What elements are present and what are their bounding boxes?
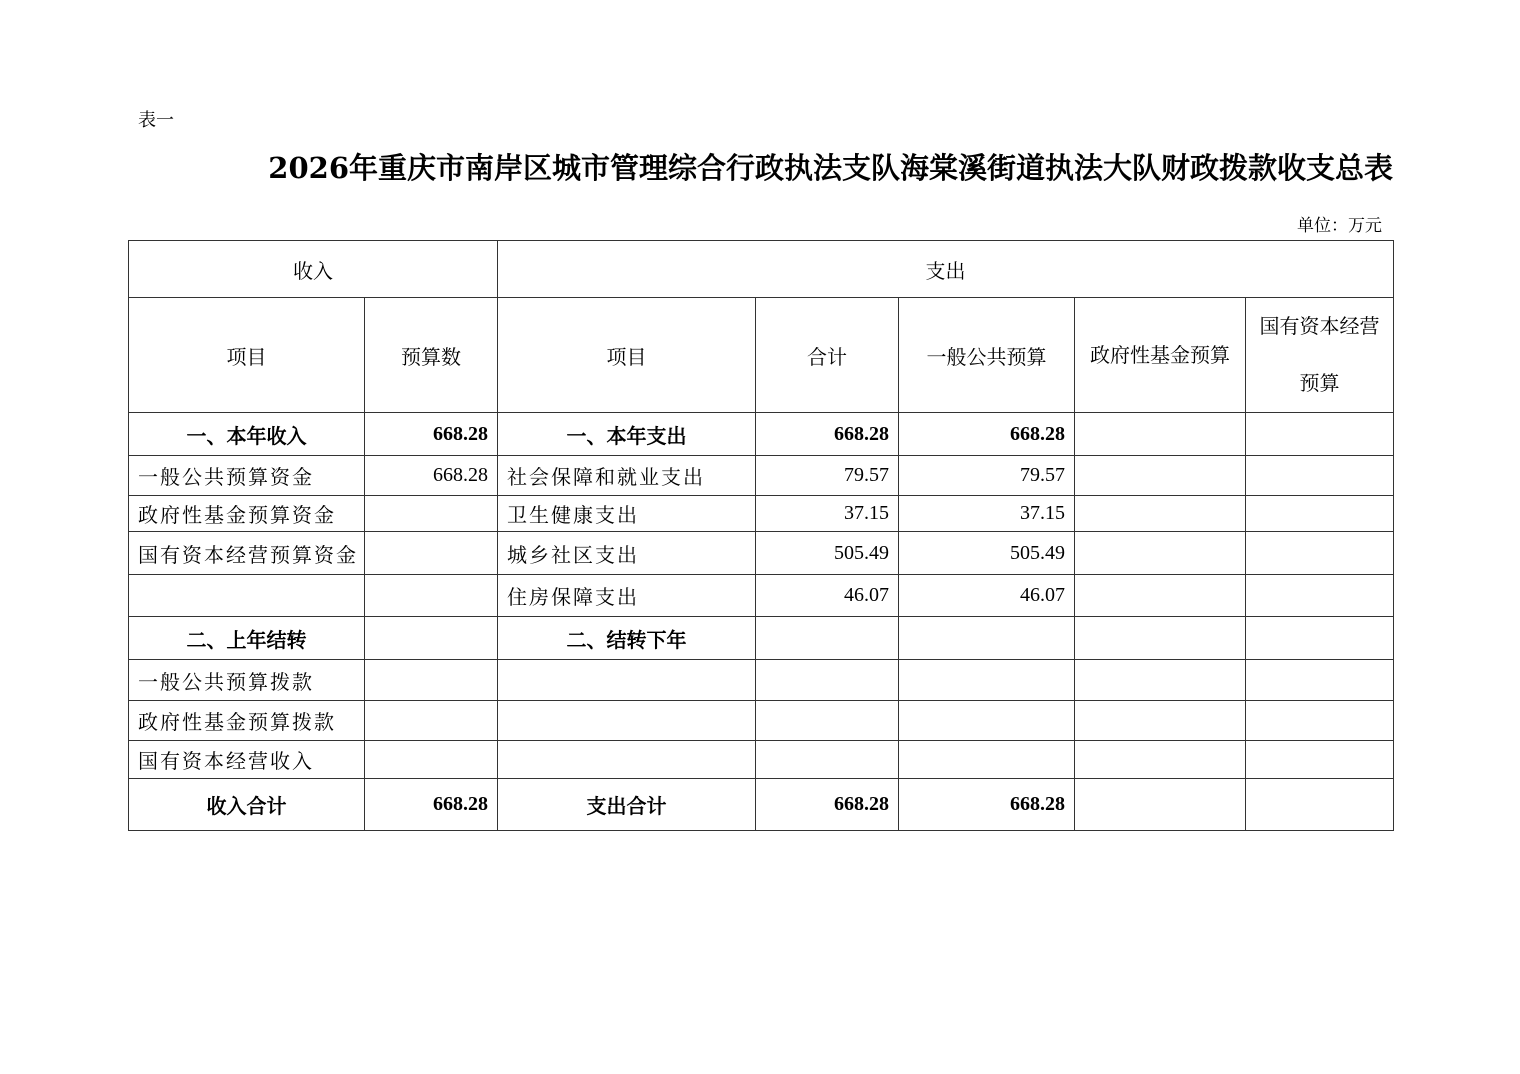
state-capital-cell [1246, 575, 1394, 617]
income-header: 收入 [129, 241, 498, 298]
col-expense-item: 项目 [498, 298, 756, 413]
income-budget-cell: 668.28 [365, 413, 498, 456]
table-row [129, 496, 1394, 532]
fund-budget-cell [1075, 575, 1246, 617]
fund-budget-cell [1075, 617, 1246, 660]
state-capital-cell [1246, 701, 1394, 741]
general-budget-cell [899, 741, 1075, 779]
general-budget-cell: 505.49 [899, 532, 1075, 575]
header-row-2 [129, 298, 1394, 413]
expense-item-cell: 一、本年支出 [498, 413, 756, 456]
income-item-cell: 国有资本经营预算资金 [129, 532, 365, 575]
income-budget-cell [365, 741, 498, 779]
fund-budget-cell [1075, 413, 1246, 456]
col-fund-budget: 政府性基金预算 [1075, 298, 1246, 413]
income-item-cell [129, 575, 365, 617]
income-budget-cell [365, 617, 498, 660]
income-item-cell: 政府性基金预算拨款 [129, 701, 365, 741]
fund-budget-cell [1075, 532, 1246, 575]
expense-item-cell: 社会保障和就业支出 [498, 456, 756, 496]
income-item-cell: 收入合计 [129, 779, 365, 831]
header-row-1 [129, 241, 1394, 298]
expense-item-cell [498, 660, 756, 701]
fund-budget-cell [1075, 701, 1246, 741]
unit-label: 单位：万元 [1297, 216, 1382, 236]
total-cell: 79.57 [756, 456, 899, 496]
table-number-label: 表一 [138, 110, 174, 131]
col-income-budget: 预算数 [365, 298, 498, 413]
state-capital-cell [1246, 617, 1394, 660]
income-item-cell: 一般公共预算拨款 [129, 660, 365, 701]
expense-item-cell [498, 701, 756, 741]
col-state-capital-budget: 国有资本经营预算 [1246, 298, 1394, 413]
general-budget-cell: 668.28 [899, 413, 1075, 456]
state-capital-cell [1246, 779, 1394, 831]
total-cell: 46.07 [756, 575, 899, 617]
table-row [129, 660, 1394, 701]
income-budget-cell [365, 532, 498, 575]
table-row [129, 741, 1394, 779]
income-item-cell: 一般公共预算资金 [129, 456, 365, 496]
income-budget-cell [365, 496, 498, 532]
general-budget-cell: 46.07 [899, 575, 1075, 617]
income-item-cell: 一、本年收入 [129, 413, 365, 456]
expense-item-cell: 卫生健康支出 [498, 496, 756, 532]
expense-item-cell: 二、结转下年 [498, 617, 756, 660]
table-row [129, 701, 1394, 741]
table-row [129, 456, 1394, 496]
general-budget-cell: 79.57 [899, 456, 1075, 496]
total-cell [756, 741, 899, 779]
total-cell: 668.28 [756, 413, 899, 456]
general-budget-cell: 37.15 [899, 496, 1075, 532]
total-cell: 505.49 [756, 532, 899, 575]
table-row [129, 617, 1394, 660]
col-general-budget: 一般公共预算 [899, 298, 1075, 413]
state-capital-cell [1246, 532, 1394, 575]
total-cell: 668.28 [756, 779, 899, 831]
col-income-item: 项目 [129, 298, 365, 413]
state-capital-cell [1246, 456, 1394, 496]
general-budget-cell [899, 701, 1075, 741]
state-capital-cell [1246, 741, 1394, 779]
general-budget-cell: 668.28 [899, 779, 1075, 831]
income-budget-cell [365, 660, 498, 701]
fund-budget-cell [1075, 779, 1246, 831]
total-cell [756, 660, 899, 701]
total-cell [756, 617, 899, 660]
general-budget-cell [899, 617, 1075, 660]
fund-budget-cell [1075, 456, 1246, 496]
income-item-cell: 国有资本经营收入 [129, 741, 365, 779]
table-row [129, 413, 1394, 456]
state-capital-cell [1246, 496, 1394, 532]
page-title: 2026年重庆市南岸区城市管理综合行政执法支队海棠溪街道执法大队财政拨款收支总表 [268, 151, 1393, 185]
state-capital-cell [1246, 660, 1394, 701]
general-budget-cell [899, 660, 1075, 701]
fund-budget-cell [1075, 496, 1246, 532]
income-budget-cell: 668.28 [365, 779, 498, 831]
income-item-cell: 二、上年结转 [129, 617, 365, 660]
income-budget-cell: 668.28 [365, 456, 498, 496]
budget-table [128, 240, 1394, 831]
fund-budget-cell [1075, 741, 1246, 779]
col-total: 合计 [756, 298, 899, 413]
table-row [129, 532, 1394, 575]
total-cell [756, 701, 899, 741]
expense-item-cell: 支出合计 [498, 779, 756, 831]
expense-item-cell: 住房保障支出 [498, 575, 756, 617]
income-budget-cell [365, 701, 498, 741]
fund-budget-cell [1075, 660, 1246, 701]
expense-header: 支出 [498, 241, 1394, 298]
table-row [129, 779, 1394, 831]
expense-item-cell: 城乡社区支出 [498, 532, 756, 575]
total-cell: 37.15 [756, 496, 899, 532]
expense-item-cell [498, 741, 756, 779]
income-item-cell: 政府性基金预算资金 [129, 496, 365, 532]
table-row [129, 575, 1394, 617]
state-capital-cell [1246, 413, 1394, 456]
income-budget-cell [365, 575, 498, 617]
